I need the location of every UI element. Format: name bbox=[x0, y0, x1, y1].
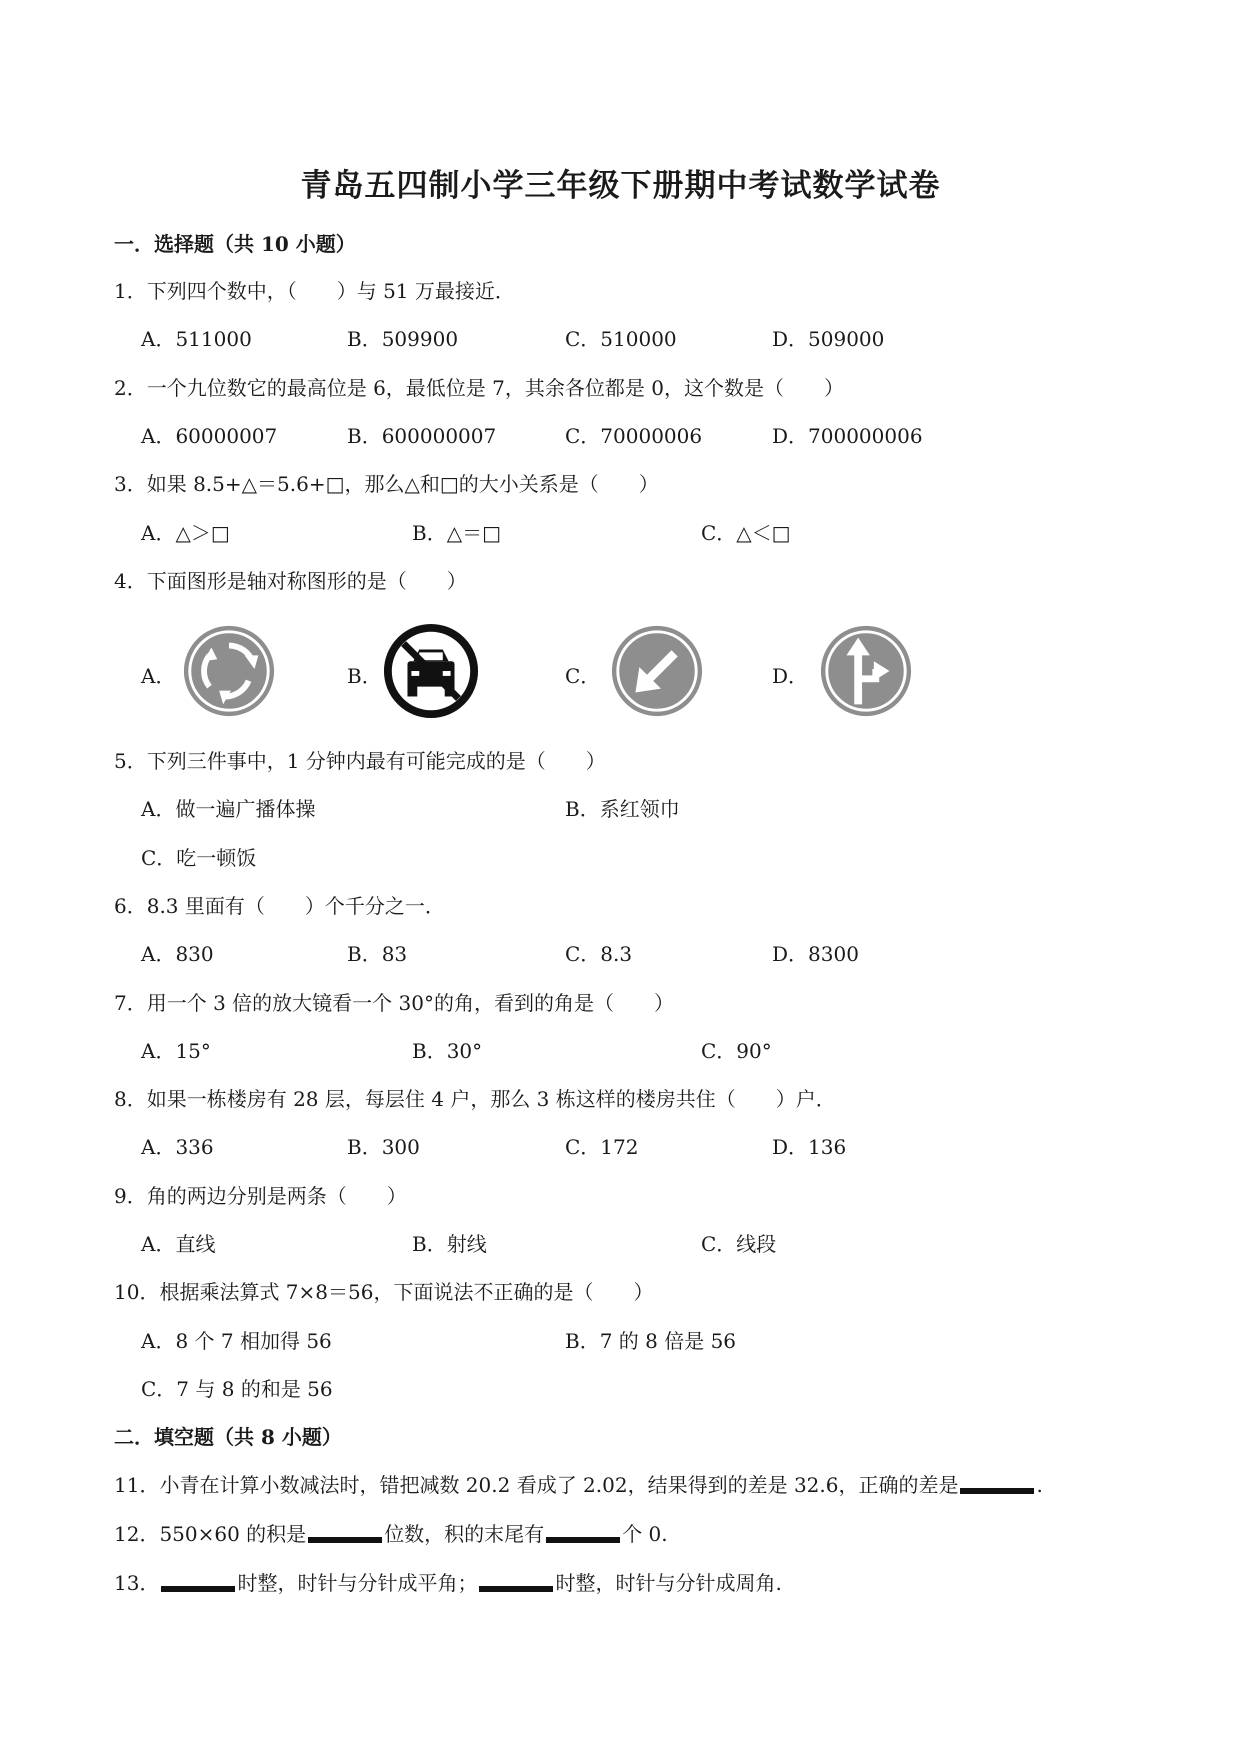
option-a: A．60000007 bbox=[141, 424, 278, 448]
option-d-label: D． bbox=[772, 664, 809, 688]
option-a: A．做一遍广播体操 bbox=[141, 797, 316, 821]
question-13-text-2: 时整，时针与分针成周角. bbox=[555, 1571, 782, 1595]
option-c: C．线段 bbox=[701, 1232, 777, 1256]
question-11-text: 11．小青在计算小数减法时，错把减数 20.2 看成了 2.02，结果得到的差是 32.6，正确的差是 bbox=[114, 1473, 959, 1497]
option-c: C．7 与 8 的和是 56 bbox=[141, 1377, 333, 1401]
question-7-options bbox=[141, 1035, 1141, 1065]
answer-blank[interactable] bbox=[308, 1537, 382, 1543]
question-3-options bbox=[141, 517, 1141, 547]
answer-blank[interactable] bbox=[546, 1537, 620, 1543]
question-1-options bbox=[141, 323, 1141, 353]
question-2: 2．一个九位数它的最高位是 6，最低位是 7，其余各位都是 0，这个数是（ ） bbox=[114, 376, 844, 400]
question-2-options bbox=[141, 420, 1141, 450]
question-12-text-1: 12．550×60 的积是 bbox=[114, 1522, 307, 1546]
question-11 bbox=[114, 1469, 1043, 1498]
section-heading-choice: 一．选择题（共 10 小题） bbox=[114, 232, 356, 256]
option-a: A．336 bbox=[141, 1135, 214, 1159]
question-11-end: . bbox=[1036, 1473, 1043, 1497]
question-10-options-row2 bbox=[141, 1373, 1141, 1403]
option-a: A．511000 bbox=[141, 327, 252, 351]
question-13-number: 13． bbox=[114, 1571, 160, 1595]
option-b: B．83 bbox=[347, 942, 408, 966]
option-d: D．700000006 bbox=[772, 424, 923, 448]
down-left-arrow-sign-icon bbox=[608, 622, 706, 720]
question-9-options bbox=[141, 1228, 1141, 1258]
question-5-options-row2 bbox=[141, 842, 1141, 872]
option-b-label: B． bbox=[347, 664, 382, 688]
question-8-options bbox=[141, 1131, 1141, 1161]
question-4-options bbox=[141, 622, 1141, 722]
option-b: B．509900 bbox=[347, 327, 459, 351]
answer-blank[interactable] bbox=[479, 1586, 553, 1592]
question-1: 1．下列四个数中，（ ）与 51 万最接近． bbox=[114, 279, 515, 303]
question-13 bbox=[114, 1567, 782, 1596]
option-a: A．15° bbox=[141, 1039, 211, 1063]
option-c: C．510000 bbox=[565, 327, 677, 351]
straight-or-right-sign-icon bbox=[817, 622, 915, 720]
option-d: D．509000 bbox=[772, 327, 885, 351]
question-3: 3．如果 8.5+△＝5.6+□，那么△和□的大小关系是（ ） bbox=[114, 472, 659, 496]
question-6: 6．8.3 里面有（ ）个千分之一． bbox=[114, 894, 445, 918]
option-b: B．7 的 8 倍是 56 bbox=[565, 1329, 737, 1353]
question-10-options bbox=[141, 1325, 1141, 1355]
option-b: B．△＝□ bbox=[412, 521, 501, 545]
option-b: B．30° bbox=[412, 1039, 483, 1063]
question-10: 10．根据乘法算式 7×8＝56，下面说法不正确的是（ ） bbox=[114, 1280, 654, 1304]
section-heading-fill: 二．填空题（共 8 小题） bbox=[114, 1425, 342, 1449]
question-4: 4．下面图形是轴对称图形的是（ ） bbox=[114, 569, 467, 593]
option-b: B．600000007 bbox=[347, 424, 497, 448]
question-5: 5．下列三件事中，1 分钟内最有可能完成的是（ ） bbox=[114, 749, 606, 773]
question-8: 8．如果一栋楼房有 28 层，每层住 4 户，那么 3 栋这样的楼房共住（ ）户． bbox=[114, 1087, 836, 1111]
question-12-text-3: 个 0. bbox=[622, 1522, 668, 1546]
answer-blank[interactable] bbox=[960, 1488, 1034, 1494]
question-7: 7．用一个 3 倍的放大镜看一个 30°的角，看到的角是（ ） bbox=[114, 991, 674, 1015]
option-c: C．172 bbox=[565, 1135, 639, 1159]
option-b: B．射线 bbox=[412, 1232, 487, 1256]
option-b: B．300 bbox=[347, 1135, 420, 1159]
option-a-label: A． bbox=[141, 664, 176, 688]
question-12 bbox=[114, 1518, 668, 1547]
option-a: A．830 bbox=[141, 942, 214, 966]
option-c: C．8.3 bbox=[565, 942, 633, 966]
answer-blank[interactable] bbox=[161, 1586, 235, 1592]
option-b: B．系红领巾 bbox=[565, 797, 680, 821]
option-c: C．吃一顿饭 bbox=[141, 846, 257, 870]
option-a: A．△＞□ bbox=[141, 521, 230, 545]
no-cars-sign-icon bbox=[382, 622, 480, 720]
option-a: A．8 个 7 相加得 56 bbox=[141, 1329, 332, 1353]
option-c: C．△＜□ bbox=[701, 521, 791, 545]
option-c: C．90° bbox=[701, 1039, 772, 1063]
option-c-label: C． bbox=[565, 664, 601, 688]
option-d: D．136 bbox=[772, 1135, 847, 1159]
page-title: 青岛五四制小学三年级下册期中考试数学试卷 bbox=[300, 168, 941, 204]
option-d: D．8300 bbox=[772, 942, 859, 966]
question-12-text-2: 位数，积的末尾有 bbox=[384, 1522, 545, 1546]
question-6-options bbox=[141, 938, 1141, 968]
option-a: A．直线 bbox=[141, 1232, 216, 1256]
question-13-text-1: 时整，时针与分针成平角； bbox=[237, 1571, 478, 1595]
question-5-options bbox=[141, 793, 1141, 823]
question-9: 9．角的两边分别是两条（ ） bbox=[114, 1184, 407, 1208]
option-c: C．70000006 bbox=[565, 424, 703, 448]
roundabout-sign-icon bbox=[180, 622, 278, 720]
